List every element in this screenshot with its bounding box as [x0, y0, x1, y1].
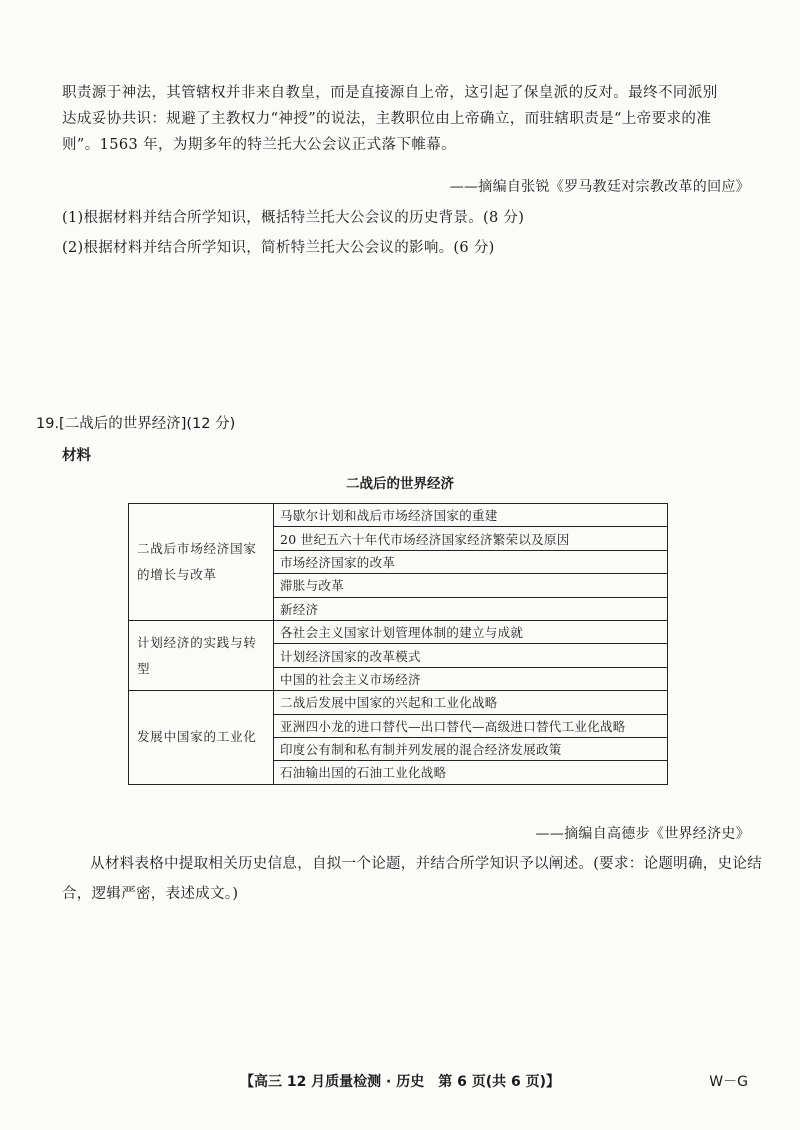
item-cell: 新经济 [274, 597, 668, 620]
table-title: 二战后的世界经济 [346, 476, 454, 492]
intro-line-3: 则”。1563 年，为期多年的特兰托大公会议正式落下帷幕。 [62, 137, 457, 153]
intro-line-1: 职责源于神法，其管辖权并非来自教皇，而是直接源自上帝，这引起了保皇派的反对。最终不同派别 [62, 85, 718, 101]
item-cell: 计划经济国家的改革模式 [274, 644, 668, 667]
category-cell: 计划经济的实践与转型 [129, 620, 274, 690]
item-cell: 马歇尔计划和战后市场经济国家的重建 [274, 504, 668, 527]
question-2: (2)根据材料并结合所学知识，简析特兰托大公会议的影响。(6 分) [62, 240, 495, 256]
category-cell: 二战后市场经济国家的增长与改革 [129, 504, 274, 621]
intro-source: ——摘编自张锐《罗马教廷对宗教改革的回应》 [449, 179, 750, 195]
material-label: 材料 [62, 448, 91, 464]
item-cell: 中国的社会主义市场经济 [274, 667, 668, 690]
page-footer: 【高三 12 月质量检测 · 历史 第 6 页(共 6 页)】 [239, 1074, 561, 1090]
question-1: (1)根据材料并结合所学知识，概括特兰托大公会议的历史背景。(8 分) [62, 210, 525, 226]
intro-paragraph [62, 80, 752, 158]
question-19-heading: 19.[二战后的世界经济](12 分) [36, 416, 236, 432]
task-text: 从材料表格中提取相关历史信息，自拟一个论题，并结合所学知识予以阐述。(要求：论题明确，史论结合，逻辑严密，表述成文。) [62, 856, 762, 902]
item-cell: 二战后发展中国家的兴起和工业化战略 [274, 691, 668, 714]
item-cell: 滞胀与改革 [274, 574, 668, 597]
task-instruction [62, 849, 762, 909]
item-cell: 各社会主义国家计划管理体制的建立与成就 [274, 620, 668, 643]
item-cell: 印度公有制和私有制并列发展的混合经济发展政策 [274, 737, 668, 760]
table-row [129, 504, 668, 527]
item-cell: 石油输出国的石油工业化战略 [274, 761, 668, 784]
category-cell: 发展中国家的工业化 [129, 691, 274, 785]
economy-table [128, 503, 668, 785]
intro-line-2: 达成妥协共识：规避了主教权力“神授”的说法，主教职位由上帝确立，而驻辖职责是“上帝要求的准 [62, 111, 712, 127]
table-row [129, 691, 668, 714]
item-cell: 20 世纪五六十年代市场经济国家经济繁荣以及原因 [274, 527, 668, 550]
item-cell: 市场经济国家的改革 [274, 550, 668, 573]
item-cell: 亚洲四小龙的进口替代—出口替代—高级进口替代工业化战略 [274, 714, 668, 737]
table-row [129, 620, 668, 643]
paper-code: W－G [709, 1074, 748, 1090]
table-source: ——摘编自高德步《世界经济史》 [535, 826, 750, 842]
